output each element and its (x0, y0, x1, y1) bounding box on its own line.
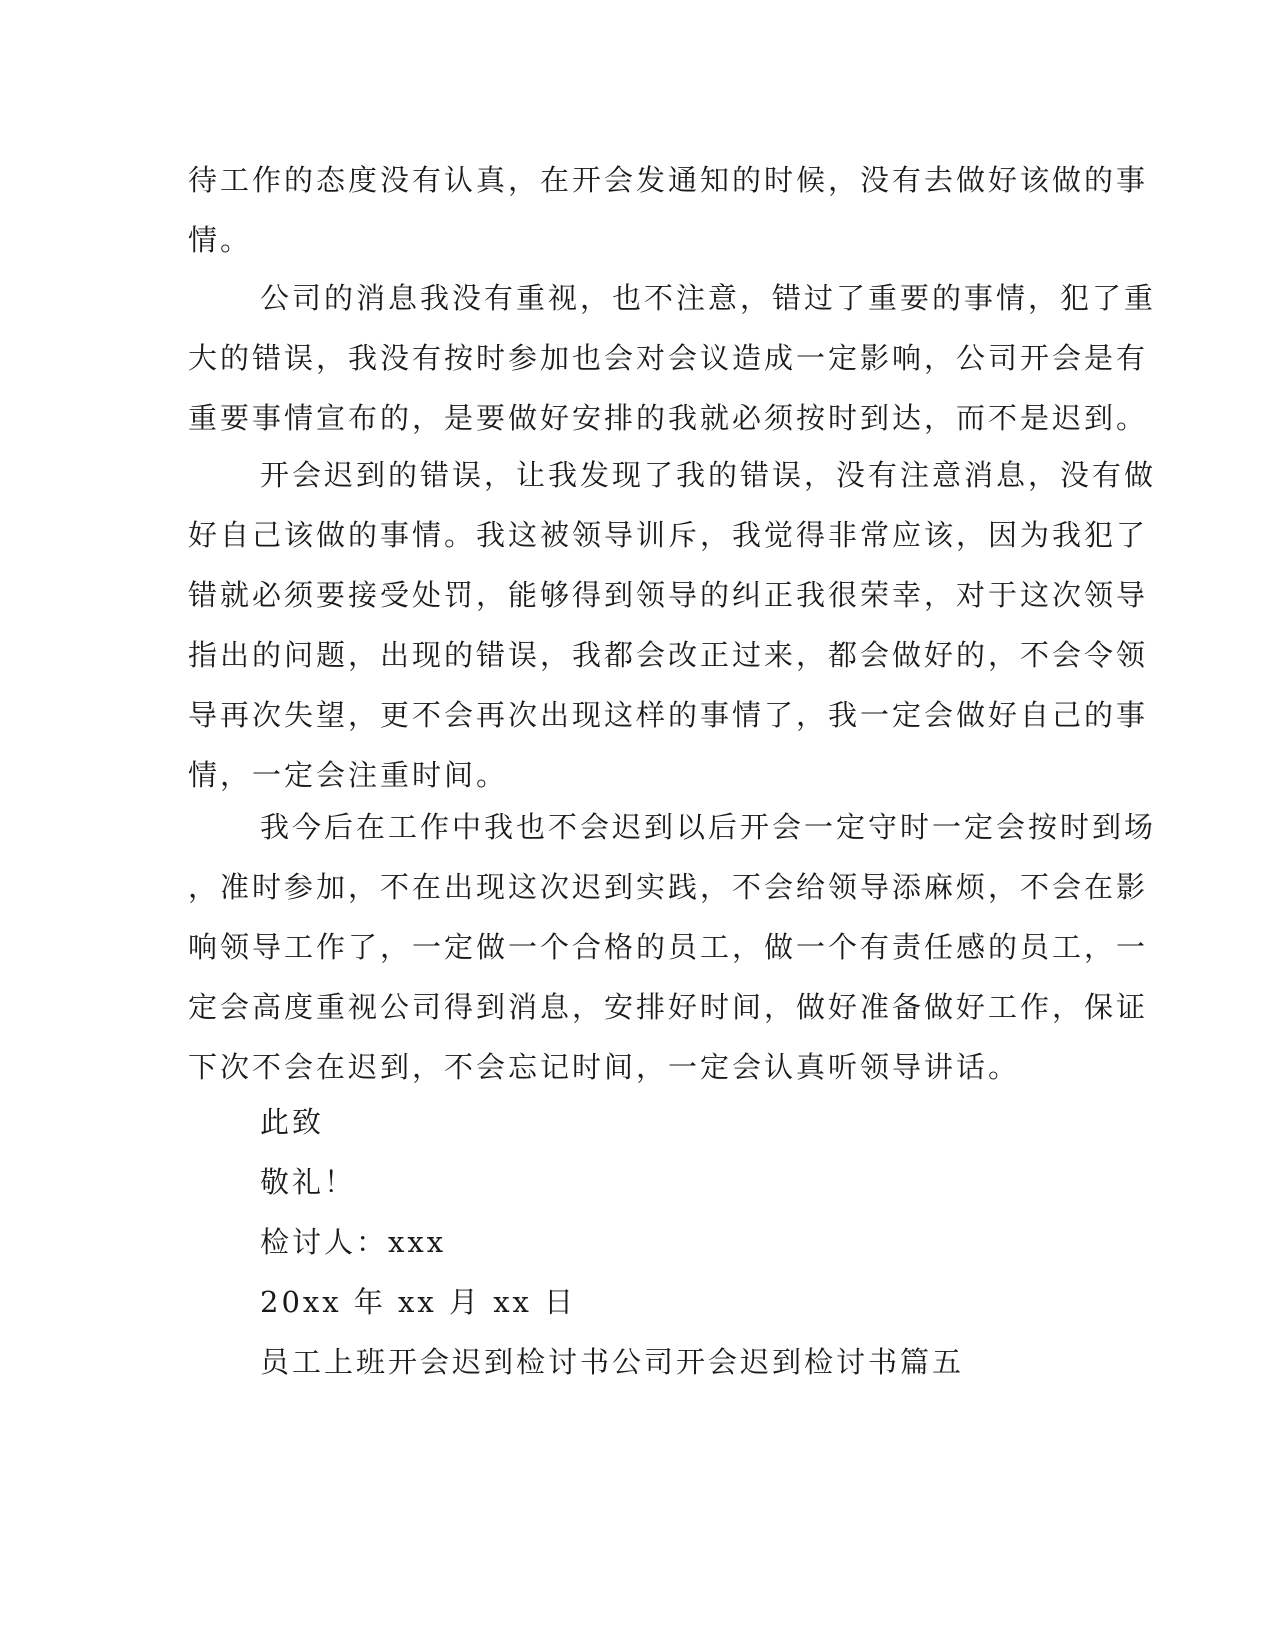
salutation-line-2: 敬礼！ (260, 1165, 357, 1199)
paragraph-1 (188, 150, 1149, 270)
text-line: 大的错误，我没有按时参加也会对会议造成一定影响，公司开会是有 (188, 341, 1149, 375)
text-line: 响领导工作了，一定做一个合格的员工，做一个有责任感的员工，一 (188, 930, 1149, 964)
paragraph-2 (188, 268, 1157, 448)
text-line: 错就必须要接受处罚，能够得到领导的纠正我很荣幸，对于这次领导 (188, 578, 1149, 612)
paragraph-4 (188, 797, 1157, 1097)
text-line: ，准时参加，不在出现这次迟到实践，不会给领导添麻烦，不会在影 (188, 870, 1149, 904)
section-heading: 员工上班开会迟到检讨书公司开会迟到检讨书篇五 (260, 1345, 965, 1379)
date-line: 20xx 年 xx 月 xx 日 (260, 1285, 577, 1319)
text-line: 情。 (188, 223, 253, 257)
text-line: 开会迟到的错误，让我发现了我的错误，没有注意消息，没有做 (260, 458, 1157, 492)
text-line: 定会高度重视公司得到消息，安排好时间，做好准备做好工作，保证 (188, 990, 1149, 1024)
text-line: 下次不会在迟到，不会忘记时间，一定会认真听领导讲话。 (188, 1050, 1021, 1084)
text-line: 指出的问题，出现的错误，我都会改正过来，都会做好的，不会令领 (188, 638, 1149, 672)
text-line: 好自己该做的事情。我这被领导训斥，我觉得非常应该，因为我犯了 (188, 518, 1149, 552)
text-line: 我今后在工作中我也不会迟到以后开会一定守时一定会按时到场 (260, 810, 1157, 844)
paragraph-3 (188, 445, 1157, 805)
closing-block (188, 1092, 1068, 1392)
signer-line: 检讨人：xxx (260, 1225, 447, 1259)
text-line: 公司的消息我没有重视，也不注意，错过了重要的事情，犯了重 (260, 281, 1157, 315)
text-line: 重要事情宣布的，是要做好安排的我就必须按时到达，而不是迟到。 (188, 401, 1149, 435)
salutation-line-1: 此致 (260, 1105, 325, 1139)
text-line: 情，一定会注重时间。 (188, 758, 509, 792)
text-line: 导再次失望，更不会再次出现这样的事情了，我一定会做好自己的事 (188, 698, 1149, 732)
text-line: 待工作的态度没有认真，在开会发通知的时候，没有去做好该做的事 (188, 163, 1149, 197)
